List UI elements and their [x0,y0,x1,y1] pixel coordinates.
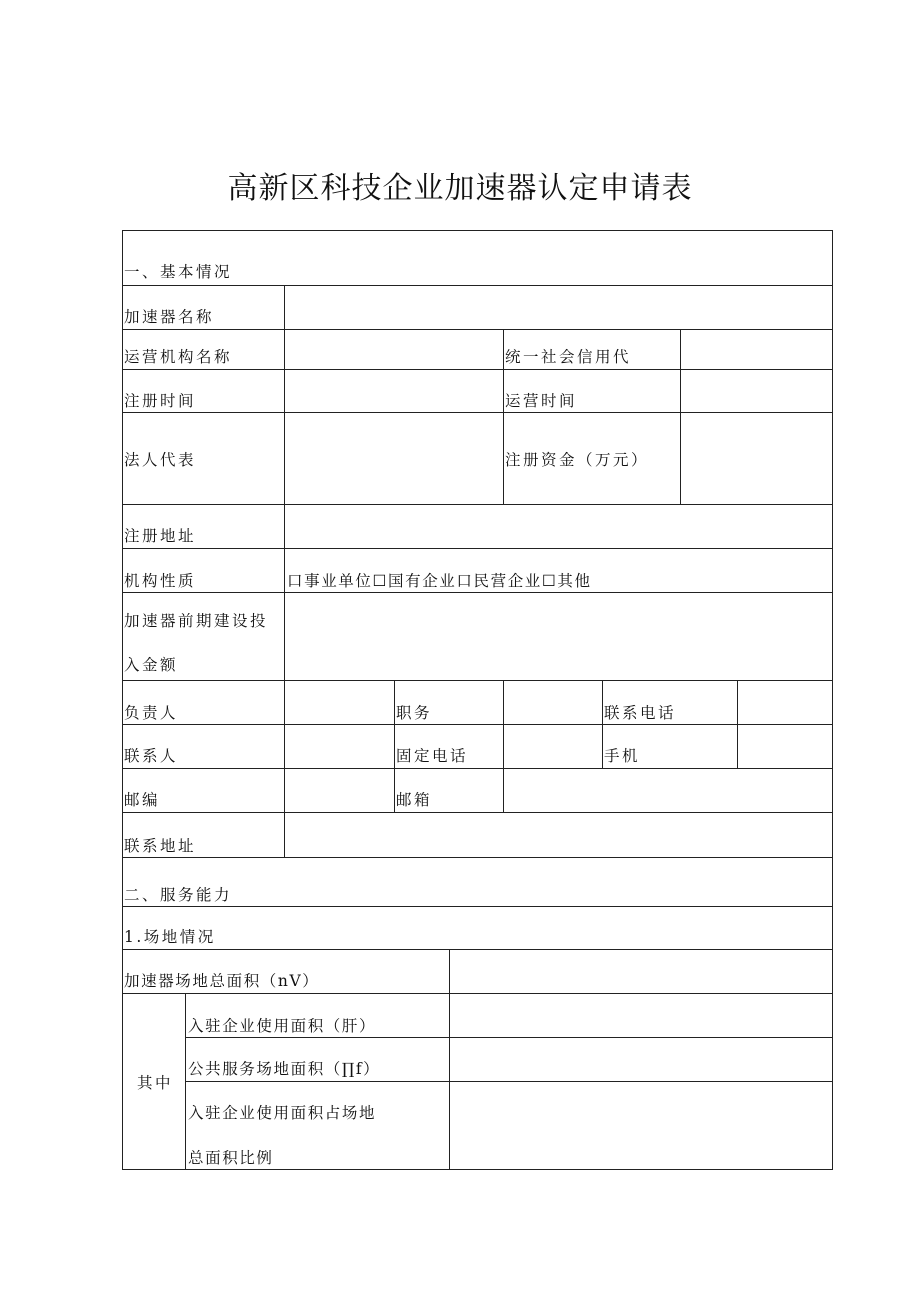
label-accelerator-name: 加速器名称 [124,308,215,326]
table-border-left [122,230,123,1170]
input-registered-capital[interactable] [682,414,831,503]
input-public-area[interactable] [451,1039,831,1080]
label-area-ratio: 入驻企业使用面积占场地 [188,1104,377,1122]
input-legal-rep[interactable] [286,414,502,503]
label-position: 职务 [396,704,433,722]
input-enterprise-area[interactable] [451,995,831,1036]
label-total-area: 加速器场地总面积（nV） [124,972,320,990]
label-contact-phone: 联系电话 [604,704,677,722]
input-contact-address[interactable] [286,814,831,856]
column-divider [185,993,186,1169]
input-landline[interactable] [505,726,601,767]
input-accelerator-name[interactable] [286,287,831,328]
input-operation-time[interactable] [682,371,831,411]
label-of-which: 其中 [137,1074,174,1092]
label-postcode: 邮编 [124,791,161,809]
column-divider [680,329,681,504]
row-divider [122,504,833,505]
label-contact-address: 联系地址 [124,837,197,855]
label-public-area: 公共服务场地面积（∏f） [188,1060,381,1078]
input-credit-code[interactable] [682,331,831,368]
row-divider [122,768,833,769]
input-email[interactable] [505,770,831,811]
row-divider [122,680,833,681]
input-registered-address[interactable] [286,506,831,547]
row-divider [185,1037,833,1038]
label-responsible-person: 负责人 [124,704,179,722]
column-divider [503,329,504,504]
row-divider [122,592,833,593]
label-enterprise-area: 入驻企业使用面积（肝） [188,1017,377,1035]
column-divider [503,680,504,812]
label-landline: 固定电话 [396,747,469,765]
label-investment: 加速器前期建设投 [124,612,269,630]
row-divider [122,285,833,286]
org-nature-checkboxes[interactable]: 口事业单位☐国有企业口民营企业☐其他 [287,572,592,590]
input-operator-name[interactable] [286,331,502,368]
column-divider [449,949,450,1169]
row-divider [122,906,833,907]
label-registered-capital: 注册资金（万元） [505,451,650,469]
row-divider [122,857,833,858]
input-total-area[interactable] [451,951,831,992]
label-operator-name: 运营机构名称 [124,348,233,366]
page-title: 高新区科技企业加速器认定申请表 [227,171,693,206]
label-mobile: 手机 [604,747,641,765]
input-mobile[interactable] [739,726,831,767]
site-heading: 1.场地情况 [124,928,216,946]
column-divider [284,285,285,857]
input-contact-person[interactable] [286,726,393,767]
input-responsible-person[interactable] [286,682,393,723]
input-registration-time[interactable] [286,371,502,411]
label-registration-time: 注册时间 [124,392,197,410]
label-email: 邮箱 [396,791,433,809]
label-operation-time: 运营时间 [505,392,578,410]
input-contact-phone[interactable] [739,682,831,723]
label-investment-cont: 入金额 [124,656,179,674]
section-service-capacity: 二、服务能力 [124,886,233,904]
row-divider [122,230,833,231]
label-org-nature: 机构性质 [124,572,197,590]
row-divider [122,369,833,370]
input-area-ratio[interactable] [451,1083,831,1168]
label-credit-code: 统一社会信用代 [505,348,632,366]
row-divider [122,548,833,549]
column-divider [602,680,603,768]
input-position[interactable] [505,682,601,723]
input-investment[interactable] [286,594,831,679]
label-registered-address: 注册地址 [124,527,197,545]
column-divider [394,680,395,812]
row-divider [122,412,833,413]
row-divider [185,1081,833,1082]
row-divider [122,949,833,950]
row-divider [122,812,833,813]
input-postcode[interactable] [286,770,393,811]
row-divider [122,1169,833,1170]
label-legal-rep: 法人代表 [124,451,197,469]
column-divider [737,680,738,768]
row-divider [122,724,833,725]
row-divider [122,329,833,330]
row-divider [122,993,833,994]
label-contact-person: 联系人 [124,747,179,765]
table-border-right [832,230,833,1170]
section-basic-info: 一、基本情况 [124,263,233,281]
label-area-ratio-cont: 总面积比例 [188,1149,274,1167]
